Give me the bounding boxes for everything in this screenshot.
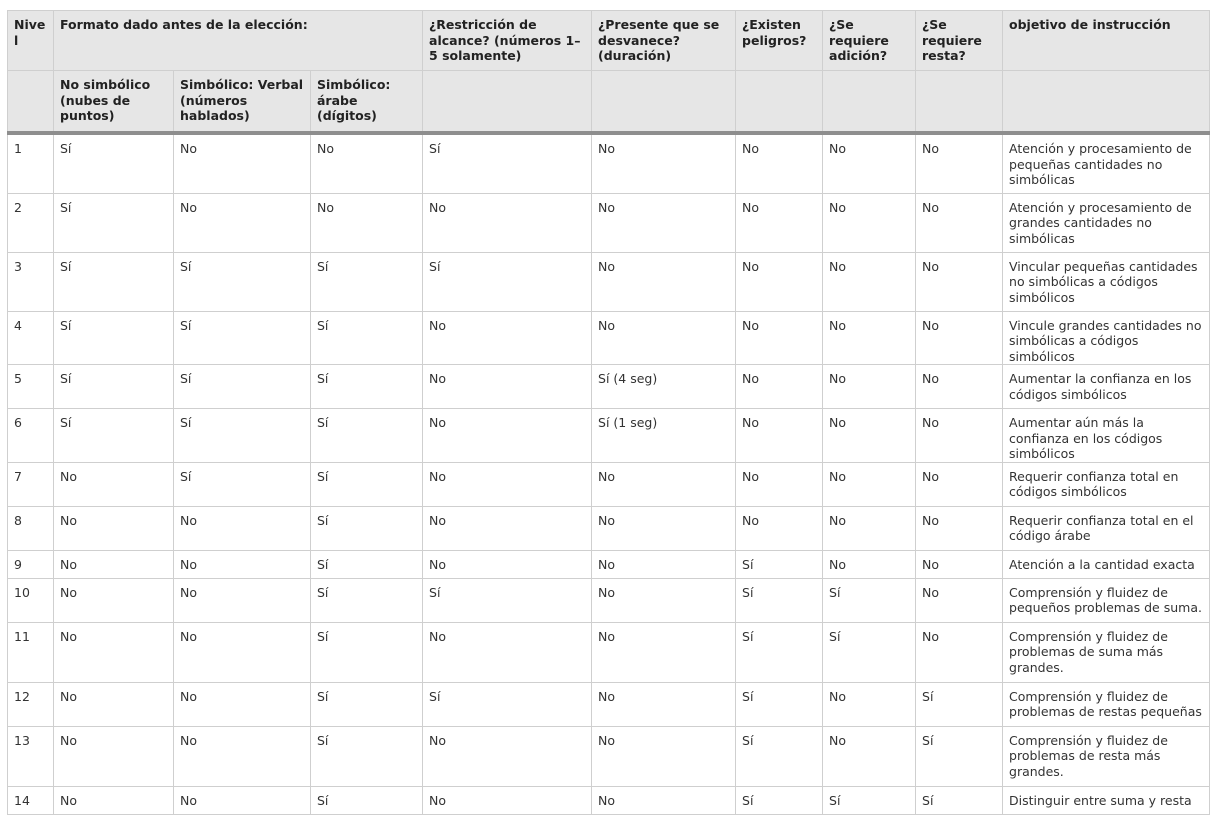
cell-arabe: Sí (311, 622, 423, 682)
cell-peligros: Sí (736, 786, 823, 814)
cell-presente: Sí (1 seg) (592, 409, 736, 463)
cell-presente: No (592, 786, 736, 814)
cell-adicion: No (823, 506, 916, 550)
cell-presente: No (592, 506, 736, 550)
table-row (8, 311, 1210, 365)
cell-verbal: No (174, 193, 311, 252)
header-presente: ¿Presente que se desvanece? (duración) (592, 11, 736, 71)
cell-nivel: 6 (8, 409, 54, 463)
cell-adicion: No (823, 409, 916, 463)
cell-verbal: Sí (174, 252, 311, 311)
cell-objetivo: Requerir confianza total en el código árabe (1003, 506, 1210, 550)
cell-verbal: No (174, 133, 311, 193)
cell-verbal: No (174, 786, 311, 814)
table-row (8, 682, 1210, 726)
cell-arabe: No (311, 133, 423, 193)
cell-restriccion: Sí (423, 578, 592, 622)
cell-no-simbolico: No (54, 622, 174, 682)
cell-restriccion: No (423, 622, 592, 682)
cell-arabe: Sí (311, 462, 423, 506)
cell-arabe: Sí (311, 726, 423, 786)
cell-verbal: No (174, 578, 311, 622)
cell-restriccion: No (423, 193, 592, 252)
cell-arabe: Sí (311, 365, 423, 409)
cell-resta: Sí (916, 726, 1003, 786)
cell-presente: No (592, 682, 736, 726)
cell-peligros: No (736, 506, 823, 550)
cell-no-simbolico: Sí (54, 409, 174, 463)
subheader-arabe: Simbólico: árabe (dígitos) (311, 71, 423, 134)
cell-peligros: No (736, 462, 823, 506)
cell-verbal: Sí (174, 409, 311, 463)
cell-nivel: 3 (8, 252, 54, 311)
cell-adicion: No (823, 193, 916, 252)
cell-resta: No (916, 550, 1003, 578)
cell-nivel: 10 (8, 578, 54, 622)
cell-resta: No (916, 365, 1003, 409)
cell-peligros: No (736, 311, 823, 365)
cell-peligros: No (736, 409, 823, 463)
cell-objetivo: Vincular pequeñas cantidades no simbólicas a códigos simbólicos (1003, 252, 1210, 311)
cell-arabe: Sí (311, 506, 423, 550)
cell-adicion: No (823, 365, 916, 409)
cell-nivel: 8 (8, 506, 54, 550)
table-row (8, 578, 1210, 622)
cell-presente: No (592, 622, 736, 682)
subheader-empty (1003, 71, 1210, 134)
cell-adicion: Sí (823, 578, 916, 622)
cell-nivel: 7 (8, 462, 54, 506)
cell-nivel: 12 (8, 682, 54, 726)
header-formato: Formato dado antes de la elección: (54, 11, 423, 71)
header-nivel: Nivel (8, 11, 54, 71)
cell-nivel: 4 (8, 311, 54, 365)
cell-no-simbolico: Sí (54, 311, 174, 365)
cell-peligros: Sí (736, 682, 823, 726)
cell-restriccion: Sí (423, 252, 592, 311)
cell-resta: No (916, 252, 1003, 311)
cell-resta: No (916, 409, 1003, 463)
cell-nivel: 11 (8, 622, 54, 682)
cell-arabe: Sí (311, 578, 423, 622)
cell-adicion: Sí (823, 786, 916, 814)
cell-nivel: 13 (8, 726, 54, 786)
cell-adicion: No (823, 550, 916, 578)
subheader-row (8, 71, 1210, 134)
cell-peligros: No (736, 193, 823, 252)
cell-verbal: Sí (174, 365, 311, 409)
table-row (8, 622, 1210, 682)
cell-resta: Sí (916, 682, 1003, 726)
subheader-verbal: Simbólico: Verbal (números hablados) (174, 71, 311, 134)
cell-resta: No (916, 133, 1003, 193)
cell-arabe: Sí (311, 311, 423, 365)
cell-restriccion: No (423, 550, 592, 578)
cell-restriccion: No (423, 311, 592, 365)
cell-no-simbolico: No (54, 726, 174, 786)
subheader-empty (423, 71, 592, 134)
table-row (8, 786, 1210, 814)
cell-no-simbolico: No (54, 506, 174, 550)
cell-peligros: Sí (736, 622, 823, 682)
table-row (8, 193, 1210, 252)
cell-no-simbolico: Sí (54, 365, 174, 409)
cell-presente: No (592, 133, 736, 193)
cell-adicion: No (823, 252, 916, 311)
table-row (8, 365, 1210, 409)
header-row (8, 11, 1210, 71)
subheader-no-simbolico: No simbólico (nubes de puntos) (54, 71, 174, 134)
cell-verbal: No (174, 726, 311, 786)
cell-adicion: Sí (823, 622, 916, 682)
cell-adicion: No (823, 133, 916, 193)
table-row (8, 133, 1210, 193)
cell-objetivo: Aumentar aún más la confianza en los códigos simbólicos (1003, 409, 1210, 463)
cell-arabe: Sí (311, 550, 423, 578)
cell-arabe: No (311, 193, 423, 252)
levels-table-container (7, 10, 1209, 815)
subheader-empty (823, 71, 916, 134)
cell-nivel: 14 (8, 786, 54, 814)
cell-adicion: No (823, 462, 916, 506)
cell-resta: No (916, 311, 1003, 365)
cell-objetivo: Aumentar la confianza en los códigos simbólicos (1003, 365, 1210, 409)
cell-no-simbolico: No (54, 786, 174, 814)
subheader-empty (736, 71, 823, 134)
cell-presente: No (592, 726, 736, 786)
cell-objetivo: Comprensión y fluidez de problemas de restas pequeñas (1003, 682, 1210, 726)
cell-verbal: No (174, 622, 311, 682)
cell-no-simbolico: Sí (54, 252, 174, 311)
cell-objetivo: Vincule grandes cantidades no simbólicas a códigos simbólicos (1003, 311, 1210, 365)
cell-nivel: 5 (8, 365, 54, 409)
subheader-empty (592, 71, 736, 134)
header-peligros: ¿Existen peligros? (736, 11, 823, 71)
cell-adicion: No (823, 682, 916, 726)
cell-nivel: 2 (8, 193, 54, 252)
cell-objetivo: Distinguir entre suma y resta (1003, 786, 1210, 814)
cell-objetivo: Atención a la cantidad exacta (1003, 550, 1210, 578)
cell-restriccion: Sí (423, 133, 592, 193)
cell-arabe: Sí (311, 252, 423, 311)
cell-peligros: No (736, 252, 823, 311)
cell-peligros: No (736, 365, 823, 409)
cell-restriccion: No (423, 786, 592, 814)
cell-verbal: No (174, 550, 311, 578)
table-row (8, 550, 1210, 578)
cell-no-simbolico: No (54, 578, 174, 622)
cell-presente: Sí (4 seg) (592, 365, 736, 409)
cell-presente: No (592, 550, 736, 578)
table-row (8, 252, 1210, 311)
cell-peligros: No (736, 133, 823, 193)
subheader-empty (8, 71, 54, 134)
cell-adicion: No (823, 311, 916, 365)
header-resta: ¿Se requiere resta? (916, 11, 1003, 71)
table-body (8, 133, 1210, 814)
cell-verbal: No (174, 506, 311, 550)
cell-no-simbolico: Sí (54, 193, 174, 252)
cell-no-simbolico: No (54, 682, 174, 726)
cell-objetivo: Comprensión y fluidez de problemas de resta más grandes. (1003, 726, 1210, 786)
cell-nivel: 9 (8, 550, 54, 578)
cell-no-simbolico: No (54, 462, 174, 506)
table-row (8, 409, 1210, 463)
cell-resta: No (916, 578, 1003, 622)
cell-objetivo: Comprensión y fluidez de problemas de suma más grandes. (1003, 622, 1210, 682)
cell-resta: No (916, 506, 1003, 550)
cell-objetivo: Comprensión y fluidez de pequeños problemas de suma. (1003, 578, 1210, 622)
levels-table (7, 10, 1210, 815)
cell-peligros: Sí (736, 550, 823, 578)
cell-nivel: 1 (8, 133, 54, 193)
cell-presente: No (592, 193, 736, 252)
cell-restriccion: No (423, 409, 592, 463)
table-row (8, 462, 1210, 506)
cell-peligros: Sí (736, 578, 823, 622)
cell-restriccion: Sí (423, 682, 592, 726)
cell-no-simbolico: Sí (54, 133, 174, 193)
cell-restriccion: No (423, 462, 592, 506)
table-row (8, 506, 1210, 550)
cell-presente: No (592, 252, 736, 311)
cell-arabe: Sí (311, 682, 423, 726)
cell-peligros: Sí (736, 726, 823, 786)
cell-arabe: Sí (311, 409, 423, 463)
cell-presente: No (592, 462, 736, 506)
cell-presente: No (592, 578, 736, 622)
cell-verbal: No (174, 682, 311, 726)
cell-adicion: No (823, 726, 916, 786)
header-restriccion: ¿Restricción de alcance? (números 1–5 solamente) (423, 11, 592, 71)
cell-no-simbolico: No (54, 550, 174, 578)
cell-restriccion: No (423, 506, 592, 550)
cell-objetivo: Atención y procesamiento de grandes cantidades no simbólicas (1003, 193, 1210, 252)
cell-resta: Sí (916, 786, 1003, 814)
table-row (8, 726, 1210, 786)
cell-objetivo: Atención y procesamiento de pequeñas cantidades no simbólicas (1003, 133, 1210, 193)
cell-resta: No (916, 462, 1003, 506)
cell-arabe: Sí (311, 786, 423, 814)
cell-resta: No (916, 193, 1003, 252)
cell-restriccion: No (423, 726, 592, 786)
cell-resta: No (916, 622, 1003, 682)
cell-verbal: Sí (174, 311, 311, 365)
subheader-empty (916, 71, 1003, 134)
cell-restriccion: No (423, 365, 592, 409)
cell-presente: No (592, 311, 736, 365)
header-objetivo: objetivo de instrucción (1003, 11, 1210, 71)
cell-objetivo: Requerir confianza total en códigos simbólicos (1003, 462, 1210, 506)
cell-verbal: Sí (174, 462, 311, 506)
header-adicion: ¿Se requiere adición? (823, 11, 916, 71)
